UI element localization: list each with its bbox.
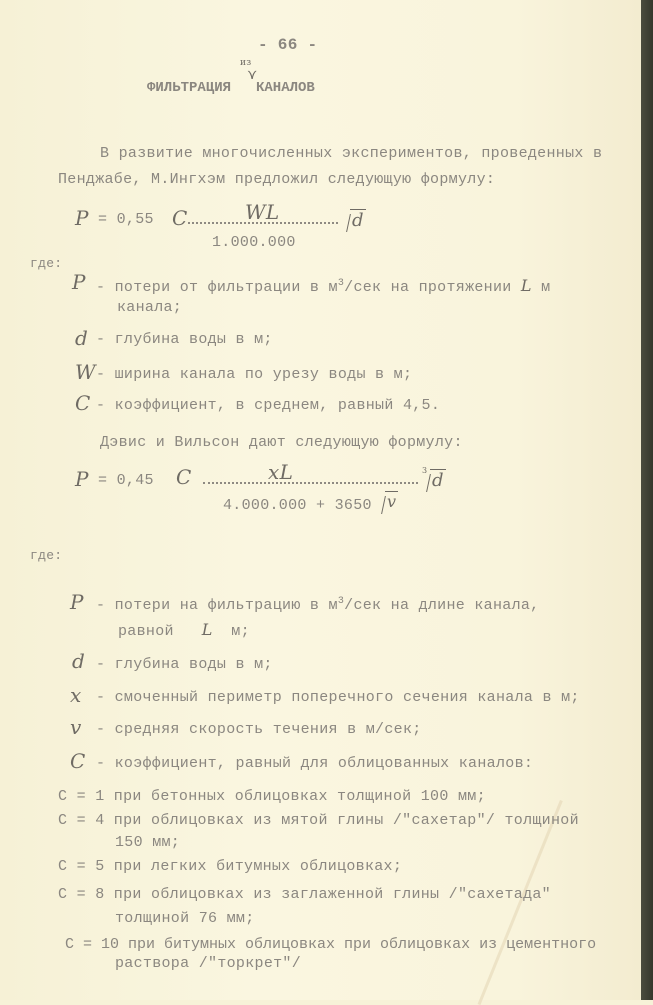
- scan-edge-strip: [641, 0, 653, 1000]
- def2-4-symbol: v: [70, 715, 82, 739]
- def1-symbol: P: [72, 270, 86, 294]
- def1-text-line2: канала;: [117, 299, 183, 316]
- def2-2-symbol: d: [72, 649, 86, 673]
- formula2-denominator-sqrt: v: [375, 492, 398, 511]
- c-value-5: C = 10 при битумных облицовках при облицовках из цементного: [65, 936, 597, 953]
- formula2-numerator: xL: [268, 460, 294, 484]
- def2-1-text-line2: равной L м;: [118, 620, 250, 640]
- def2-2-text: - глубина воды в м;: [96, 656, 273, 673]
- def4-text: - коэффициент, в среднем, равный 4,5.: [96, 397, 441, 414]
- def2-3-text: - смоченный периметр поперечного сечения канала в м;: [96, 689, 580, 706]
- formula2-lhs: P: [75, 467, 89, 491]
- formula1-denominator: 1.000.000: [212, 234, 296, 251]
- where-label-1: где:: [30, 256, 63, 271]
- page-number: - 66 -: [258, 36, 318, 54]
- page-title-part2: КАНАЛОВ: [256, 80, 315, 96]
- page-title-part1: ФИЛЬТРАЦИЯ: [147, 80, 232, 96]
- c-value-4: C = 8 при облицовках из заглаженной глины /"сахетада": [58, 886, 551, 903]
- c-value-4-line2: толщиной 76 мм;: [115, 910, 255, 927]
- c-value-3: C = 5 при легких битумных облицовках;: [58, 858, 403, 875]
- c-value-5-line2: раствора /"торкрет"/: [115, 955, 302, 972]
- def2-symbol: d: [75, 326, 89, 350]
- formula1-sqrt: d: [340, 210, 366, 231]
- def2-5-symbol: C: [70, 749, 86, 773]
- formula1-fraction-bar: [188, 222, 338, 224]
- intro-line-2: Пенджабе, М.Ингхэм предложил следующую формулу:: [58, 171, 496, 188]
- def2-4-text: - средняя скорость течения в м/сек;: [96, 721, 422, 738]
- where-label-2: где:: [30, 548, 63, 563]
- formula1-numerator: WL: [245, 200, 280, 224]
- c-value-1: C = 1 при бетонных облицовках толщиной 100 мм;: [58, 788, 486, 805]
- def2-text: - глубина воды в м;: [96, 331, 273, 348]
- c-value-2-line2: 150 мм;: [115, 834, 181, 851]
- formula2-fraction-bar: [203, 482, 418, 484]
- def2-5-text: - коэффициент, равный для облицованных каналов:: [96, 755, 534, 772]
- def1-text: - потери от фильтрации в $м^3$/сек на протяжении L м: [96, 276, 551, 296]
- formula2-denominator: 4.000.000 + 3650: [223, 497, 372, 514]
- def2-3-symbol: x: [70, 683, 82, 707]
- formula2-eq: = 0,45: [98, 472, 154, 489]
- section2-intro: Дэвис и Вильсон дают следующую формулу:: [100, 434, 463, 451]
- def4-symbol: C: [75, 391, 91, 415]
- def2-1-text: - потери на фильтрацию в $м^3$/сек на длине канала,: [96, 596, 540, 614]
- formula1-coef: C: [172, 206, 188, 230]
- formula2-coef: C: [176, 465, 192, 489]
- def3-symbol: W: [75, 360, 96, 384]
- handwritten-insert: из: [240, 58, 252, 68]
- formula1-lhs: P: [75, 206, 89, 230]
- def3-text: - ширина канала по урезу воды в м;: [96, 366, 413, 383]
- intro-line-1: В развитие многочисленных экспериментов, проведенных в: [100, 145, 603, 162]
- insert-caret-mark: ⋎: [247, 67, 258, 83]
- formula2-cube-root: d: [420, 470, 446, 491]
- def2-1-symbol: P: [70, 590, 84, 614]
- formula1-eq: = 0,55: [98, 211, 154, 228]
- c-value-2: C = 4 при облицовках из мятой глины /"сахетар"/ толщиной: [58, 812, 579, 829]
- formula2-root-index: 3: [422, 466, 428, 475]
